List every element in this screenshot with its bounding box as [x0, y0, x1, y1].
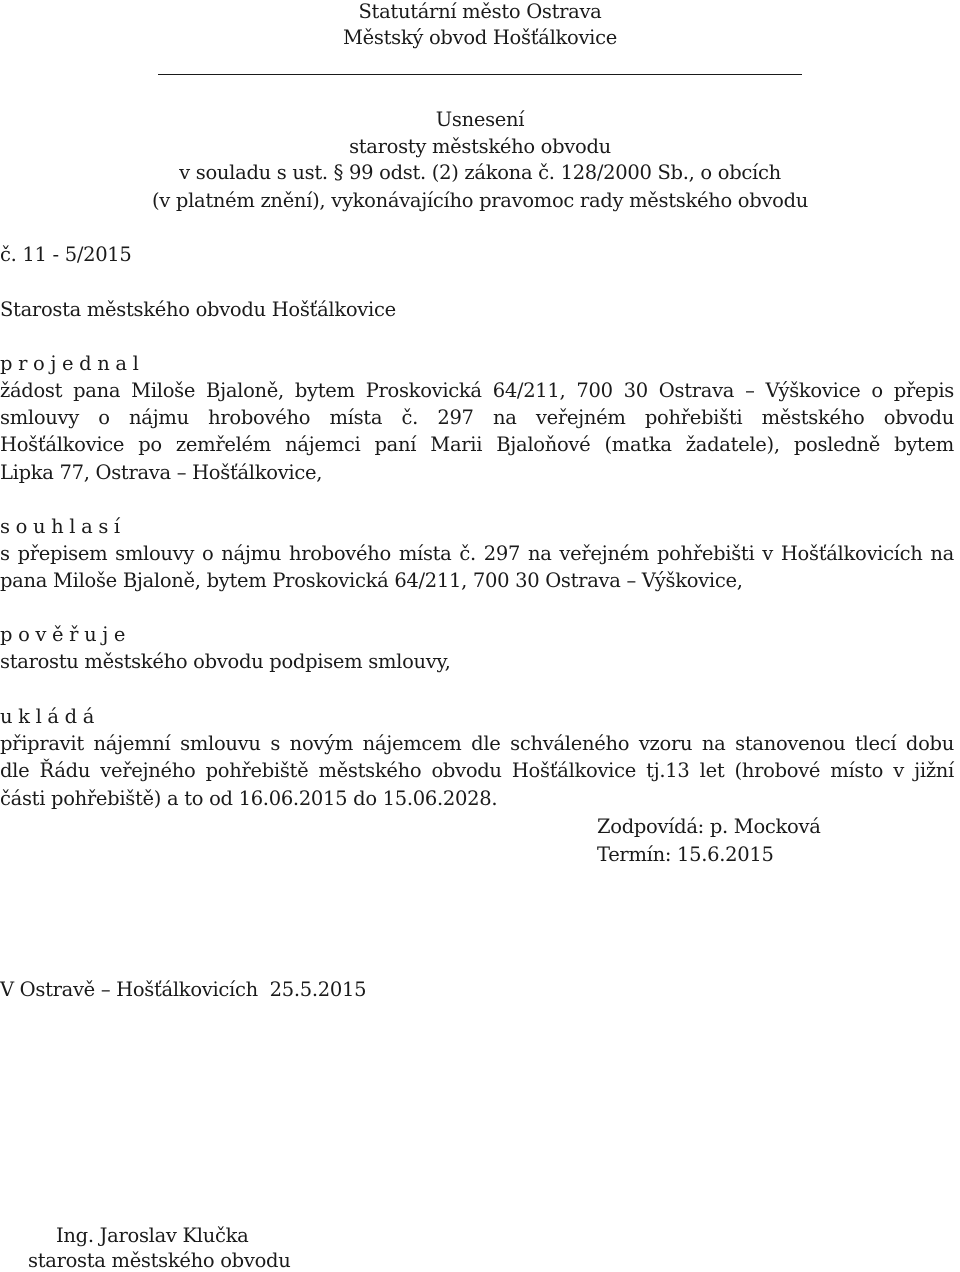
poveruje-line-1: starostu městského obvodu podpisem smlouvy, — [0, 650, 451, 673]
signatory-name: Ing. Jaroslav Klučka — [56, 1224, 249, 1247]
title-line-3: (v platném znění), vykonávajícího pravomoc rady městského obvodu — [151, 189, 809, 212]
place-and-date: V Ostravě – Hošťálkovicích 25.5.2015 — [0, 978, 367, 1001]
keyword-souhlasi: s o u h l a s í — [0, 515, 120, 538]
projednal-line-4: Lipka 77, Ostrava – Hošťálkovice, — [0, 461, 323, 484]
projednal-line-1: žádost pana Miloše Bjaloně, bytem Proskovická 64/211, 700 30 Ostrava – Výškovice o přepis — [0, 379, 954, 402]
signatory-role: starosta městského obvodu — [28, 1249, 291, 1272]
souhlasi-line-1: s přepisem smlouvy o nájmu hrobového místa č. 297 na veřejném pohřebišti v Hošťálkovicích na — [0, 542, 954, 565]
souhlasi-line-2: pana Miloše Bjaloně, bytem Proskovická 64/211, 700 30 Ostrava – Výškovice, — [0, 569, 743, 592]
deadline: Termín: 15.6.2015 — [597, 843, 774, 866]
header-district: Městský obvod Hošťálkovice — [343, 26, 617, 49]
responsible-person: Zodpovídá: p. Mocková — [597, 815, 821, 838]
title-line-2: v souladu s ust. § 99 odst. (2) zákona č. 128/2000 Sb., o obcích — [179, 161, 781, 184]
projednal-line-3: Hošťálkovice po zemřelém nájemci paní Marii Bjaloňové (matka žadatele), posledně bytem — [0, 433, 954, 456]
keyword-poveruje: p o v ě ř u j e — [0, 623, 126, 646]
issuer: Starosta městského obvodu Hošťálkovice — [0, 298, 396, 321]
uklada-line-3: části pohřebiště) a to od 16.06.2015 do 15.06.2028. — [0, 787, 498, 810]
keyword-uklada: u k l á d á — [0, 705, 95, 728]
uklada-line-1: připravit nájemní smlouvu s novým nájemcem dle schváleného vzoru na stanovenou tlecí dobu — [0, 732, 954, 755]
header-divider — [158, 74, 802, 75]
resolution-number: č. 11 - 5/2015 — [0, 243, 132, 266]
title-line-1: starosty městského obvodu — [349, 135, 611, 158]
document-heading: Usnesení — [435, 108, 525, 131]
keyword-projednal: p r o j e d n a l — [0, 352, 139, 375]
header-city: Statutární město Ostrava — [358, 0, 602, 23]
uklada-line-2: dle Řádu veřejného pohřebiště městského obvodu Hošťálkovice tj.13 let (hrobové místo v jižní — [0, 759, 954, 782]
projednal-line-2: smlouvy o nájmu hrobového místa č. 297 na veřejném pohřebišti městského obvodu — [0, 406, 954, 429]
